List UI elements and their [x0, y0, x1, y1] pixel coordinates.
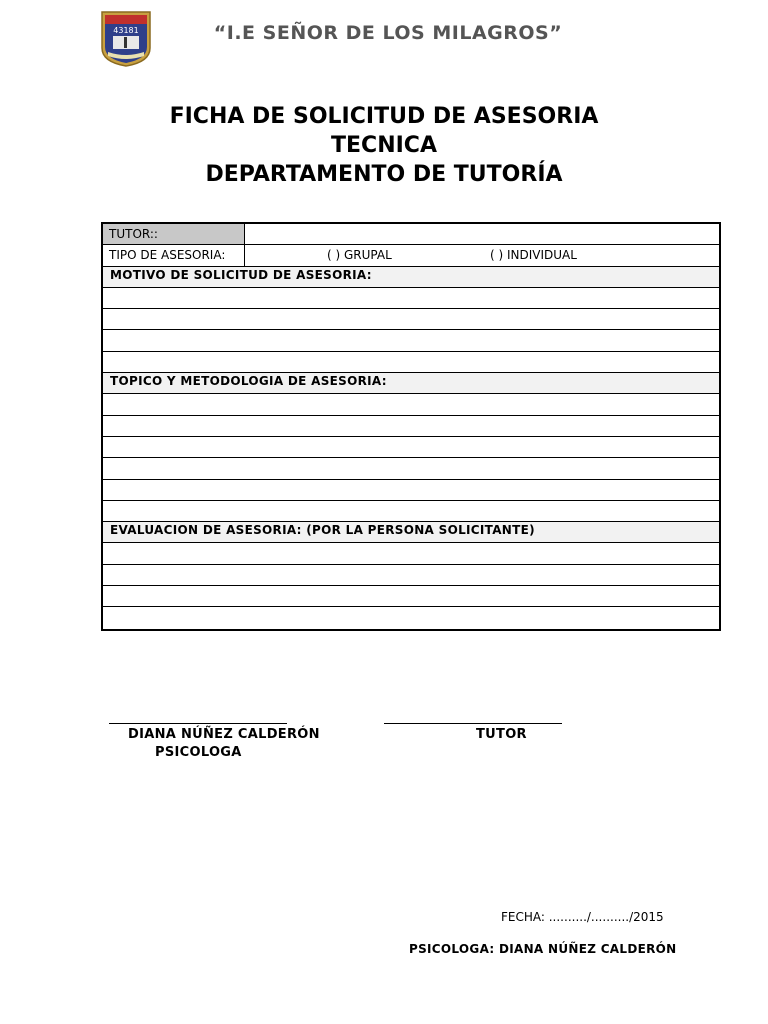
tutor-label: TUTOR:: — [103, 224, 245, 244]
evaluacion-heading: EVALUACION DE ASESORIA: (POR LA PERSONA SOLICITANTE) — [110, 523, 535, 538]
motivo-line[interactable] — [103, 288, 719, 309]
topico-heading-row — [103, 373, 719, 394]
motivo-line[interactable] — [103, 309, 719, 330]
evaluacion-line[interactable] — [103, 543, 719, 564]
psicologa-footer: PSICOLOGA: DIANA NÚÑEZ CALDERÓN — [409, 942, 677, 956]
svg-text:43181: 43181 — [113, 26, 139, 35]
topico-heading: TOPICO Y METODOLOGIA DE ASESORIA: — [110, 374, 387, 389]
tipo-asesoria-row — [103, 245, 719, 266]
psicologa-signature-line — [109, 711, 287, 724]
page-title-line-2: TECNICA — [331, 133, 437, 158]
topico-line[interactable] — [103, 501, 719, 522]
tutor-row — [103, 224, 719, 245]
topico-line[interactable] — [103, 394, 719, 415]
tutor-role: TUTOR — [476, 727, 527, 742]
topico-line[interactable] — [103, 416, 719, 437]
school-name: “I.E SEÑOR DE LOS MILAGROS” — [213, 22, 563, 44]
page-title-line-1: FICHA DE SOLICITUD DE ASESORIA — [169, 104, 599, 129]
tipo-asesoria-label: TIPO DE ASESORIA: — [103, 245, 245, 265]
request-form-table — [101, 222, 721, 631]
fecha-line: FECHA: ........../........../2015 — [501, 910, 664, 924]
evaluacion-heading-row — [103, 522, 719, 543]
page-title-line-3: DEPARTAMENTO DE TUTORÍA — [205, 162, 563, 187]
option-individual[interactable]: ( ) INDIVIDUAL — [490, 248, 577, 263]
topico-line[interactable] — [103, 480, 719, 501]
motivo-line[interactable] — [103, 352, 719, 373]
psicologa-name: DIANA NÚÑEZ CALDERÓN — [128, 727, 320, 742]
motivo-heading: MOTIVO DE SOLICITUD DE ASESORIA: — [110, 267, 372, 282]
motivo-line[interactable] — [103, 330, 719, 351]
evaluacion-line[interactable] — [103, 607, 719, 628]
evaluacion-line[interactable] — [103, 586, 719, 607]
topico-line[interactable] — [103, 437, 719, 458]
evaluacion-line[interactable] — [103, 565, 719, 586]
option-grupal[interactable]: ( ) GRUPAL — [327, 248, 392, 263]
psicologa-role: PSICOLOGA — [155, 745, 242, 760]
motivo-heading-row — [103, 267, 719, 288]
tutor-signature-line — [384, 711, 562, 724]
topico-line[interactable] — [103, 458, 719, 479]
